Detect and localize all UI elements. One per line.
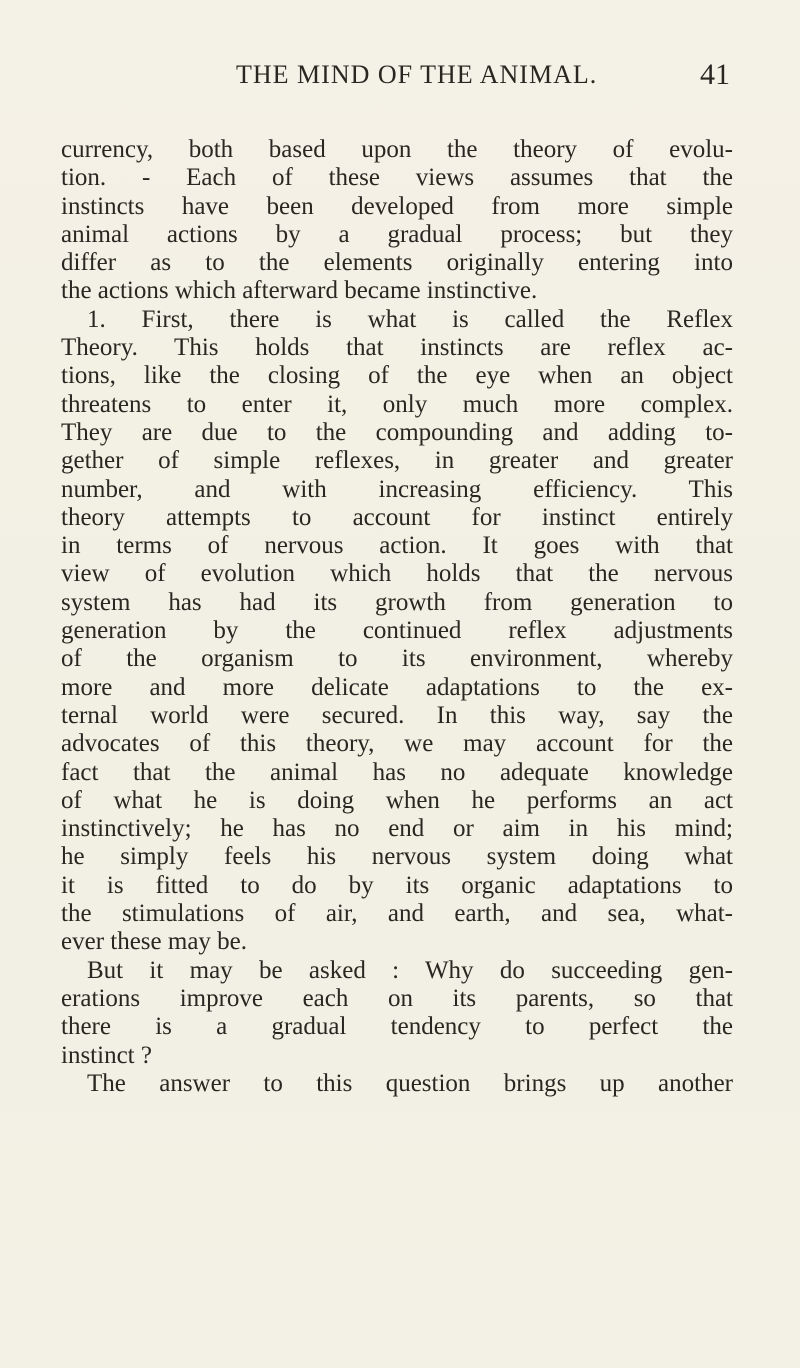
text-line: the actions which afterward became instinctive. bbox=[61, 277, 538, 305]
text-line: generation by the continued reflex adjustments bbox=[61, 617, 733, 645]
text-line: gether of simple reflexes, in greater and greater bbox=[61, 447, 733, 475]
text-line: But it may be asked : Why do succeeding gen- bbox=[87, 956, 733, 984]
text-line: The answer to this question brings up another bbox=[87, 1069, 733, 1097]
text-line: They are due to the compounding and adding to- bbox=[61, 418, 733, 446]
text-line: erations improve each on its parents, so that bbox=[61, 984, 733, 1012]
text-line: the stimulations of air, and earth, and sea, what- bbox=[61, 900, 733, 928]
text-line: in terms of nervous action. It goes with that bbox=[61, 532, 733, 560]
page-number: 41 bbox=[700, 58, 730, 91]
text-line: ternal world were secured. In this way, say the bbox=[61, 701, 733, 729]
text-line: threatens to enter it, only much more complex. bbox=[61, 390, 733, 418]
text-line: more and more delicate adaptations to the ex- bbox=[61, 673, 733, 701]
text-line: Theory. This holds that instincts are reflex ac- bbox=[61, 334, 733, 362]
body-text bbox=[61, 136, 733, 1098]
text-line: he simply feels his nervous system doing what bbox=[61, 843, 733, 871]
text-line: 1. First, there is what is called the Reflex bbox=[87, 305, 733, 333]
text-line: instinctively; he has no end or aim in his mind; bbox=[61, 815, 733, 843]
text-line: number, and with increasing efficiency. This bbox=[61, 475, 733, 503]
text-line: currency, both based upon the theory of evolu- bbox=[61, 136, 733, 163]
text-line: ever these may be. bbox=[61, 928, 248, 956]
text-line: differ as to the elements originally entering into bbox=[61, 249, 733, 277]
text-line: fact that the animal has no adequate knowledge bbox=[61, 758, 733, 786]
text-line: instincts have been developed from more simple bbox=[61, 192, 733, 220]
text-line: animal actions by a gradual process; but they bbox=[61, 220, 733, 248]
text-line: tion. - Each of these views assumes that the bbox=[61, 164, 733, 192]
text-line: there is a gradual tendency to perfect the bbox=[61, 1013, 733, 1041]
text-line: of the organism to its environment, whereby bbox=[61, 645, 733, 673]
text-line: system has had its growth from generation to bbox=[61, 588, 733, 616]
text-line: theory attempts to account for instinct entirely bbox=[61, 503, 733, 531]
running-title: THE MIND OF THE ANIMAL. bbox=[236, 60, 598, 89]
text-line: of what he is doing when he performs an act bbox=[61, 786, 733, 814]
text-line: it is fitted to do by its organic adaptations to bbox=[61, 871, 733, 899]
running-head bbox=[0, 58, 800, 98]
text-line: instinct ? bbox=[61, 1041, 152, 1069]
text-line: tions, like the closing of the eye when an object bbox=[61, 362, 733, 390]
text-line: view of evolution which holds that the nervous bbox=[61, 560, 733, 588]
text-line: advocates of this theory, we may account for the bbox=[61, 730, 733, 758]
